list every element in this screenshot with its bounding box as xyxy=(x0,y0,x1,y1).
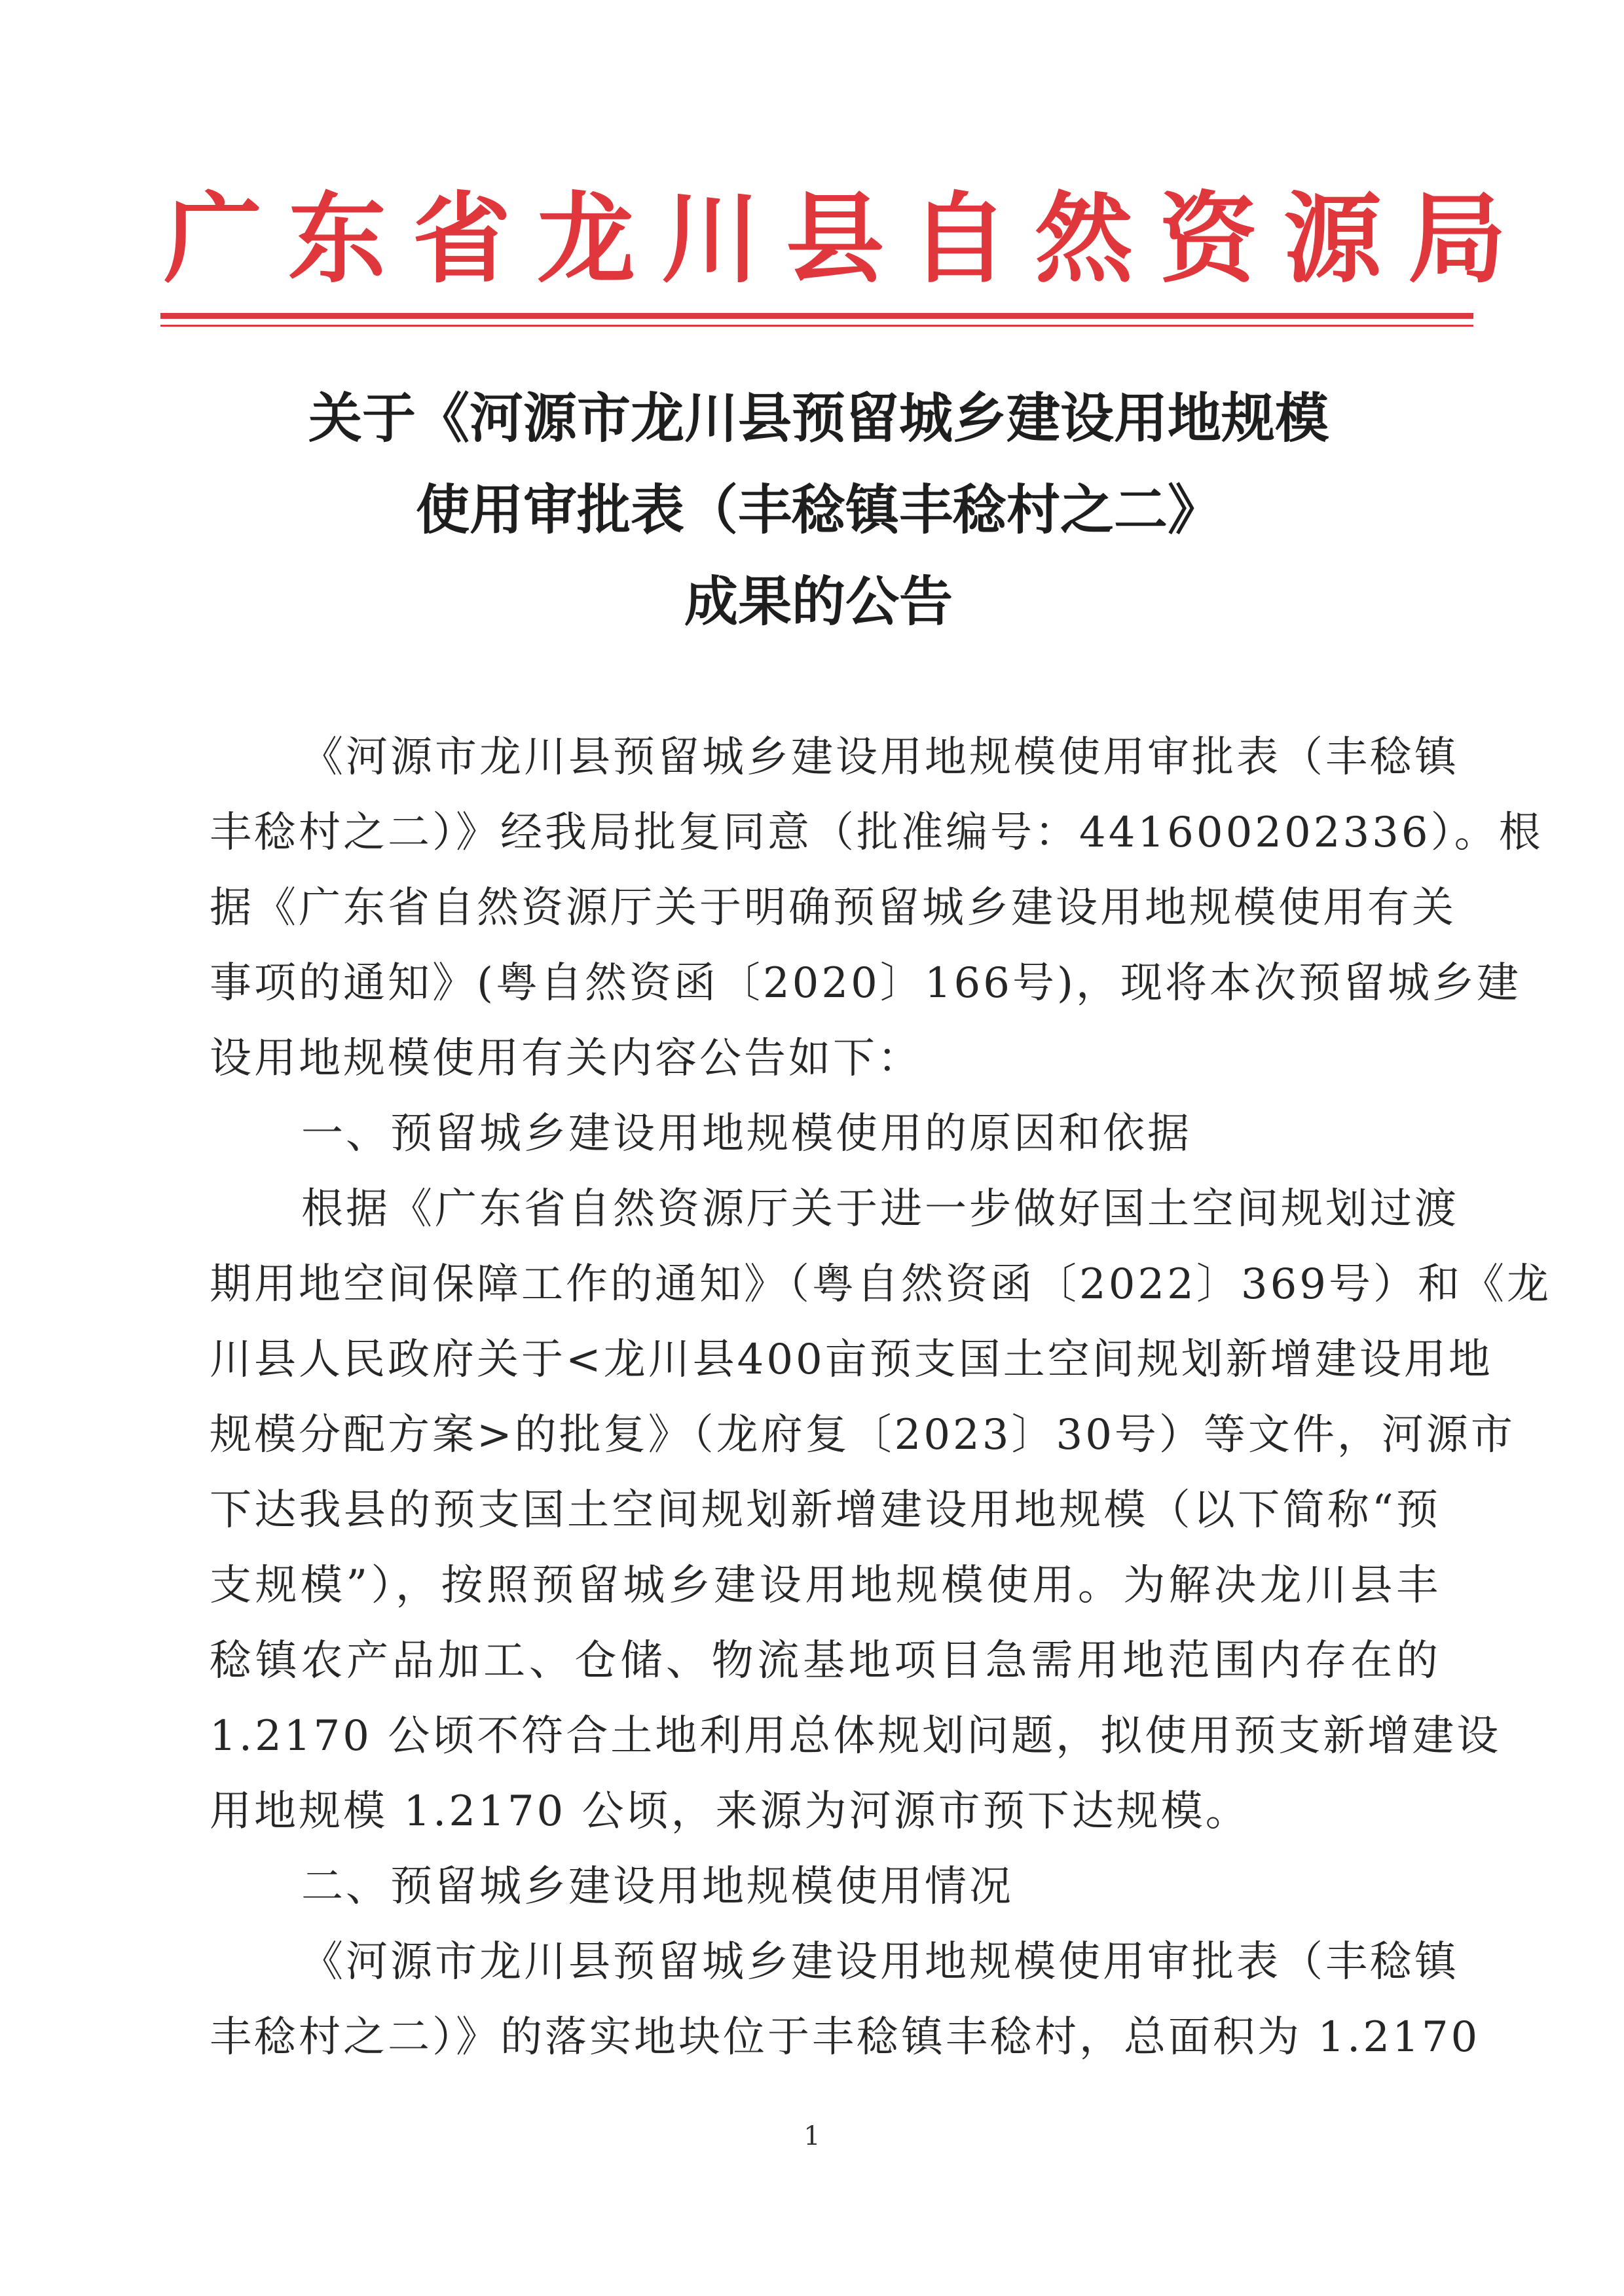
section-1-line: 期用地空间保障工作的通知》（粤自然资函〔2022〕369号）和《龙 xyxy=(210,1260,1552,1309)
section-1-line: 稔镇农产品加工、仓储、物流基地项目急需用地范围内存在的 xyxy=(210,1637,1441,1685)
intro-line: 事项的通知》(粤自然资函〔2020〕166号)，现将本次预留城乡建 xyxy=(210,959,1521,1008)
section-2-line: 丰稔村之二）》的落实地块位于丰稔镇丰稔村，总面积为 1.2170 xyxy=(210,2013,1481,2062)
title-line-1: 关于《河源市龙川县预留城乡建设用地规模 xyxy=(308,388,1329,450)
page-number: 1 xyxy=(803,2121,821,2151)
section-1-line: 根据《广东省自然资源厅关于进一步做好国土空间规划过渡 xyxy=(301,1185,1459,1233)
intro-line: 据《广东省自然资源厅关于明确预留城乡建设用地规模使用有关 xyxy=(210,884,1456,932)
agency-masthead: 广东省龙川县自然资源局 xyxy=(164,181,1533,297)
section-2-line: 《河源市龙川县预留城乡建设用地规模使用审批表（丰稔镇 xyxy=(301,1938,1459,1986)
intro-line: 设用地规模使用有关内容公告如下： xyxy=(210,1034,922,1083)
section-1-line: 下达我县的预支国土空间规划新增建设用地规模（以下简称“预 xyxy=(210,1486,1441,1535)
title-line-2: 使用审批表（丰稔镇丰稔村之二》 xyxy=(415,479,1221,541)
document-title xyxy=(164,373,1473,648)
section-2-heading: 二、预留城乡建设用地规模使用情况 xyxy=(301,1863,1014,1911)
document-body xyxy=(210,720,1552,2075)
section-1-line: 1.2170 公顷不符合土地利用总体规划问题，拟使用预支新增建设 xyxy=(210,1712,1502,1760)
intro-line: 丰稔村之二）》经我局批复同意（批准编号：441600202336）。根 xyxy=(210,809,1543,857)
section-1-line: 规模分配方案>的批复》（龙府复〔2023〕30号）等文件，河源市 xyxy=(210,1411,1515,1459)
title-line-3: 成果的公告 xyxy=(684,571,953,633)
section-1-line: 川县人民政府关于<龙川县400亩预支国土空间规划新增建设用地 xyxy=(210,1336,1493,1384)
red-header-rule-thick xyxy=(160,313,1473,319)
section-1-heading: 一、预留城乡建设用地规模使用的原因和依据 xyxy=(301,1110,1192,1158)
intro-line: 《河源市龙川县预留城乡建设用地规模使用审批表（丰稔镇 xyxy=(301,733,1459,782)
section-1-line: 用地规模 1.2170 公顷，来源为河源市预下达规模。 xyxy=(210,1787,1250,1836)
section-1-line: 支规模”），按照预留城乡建设用地规模使用。为解决龙川县丰 xyxy=(210,1561,1441,1610)
red-header-rule-thin xyxy=(160,325,1473,327)
